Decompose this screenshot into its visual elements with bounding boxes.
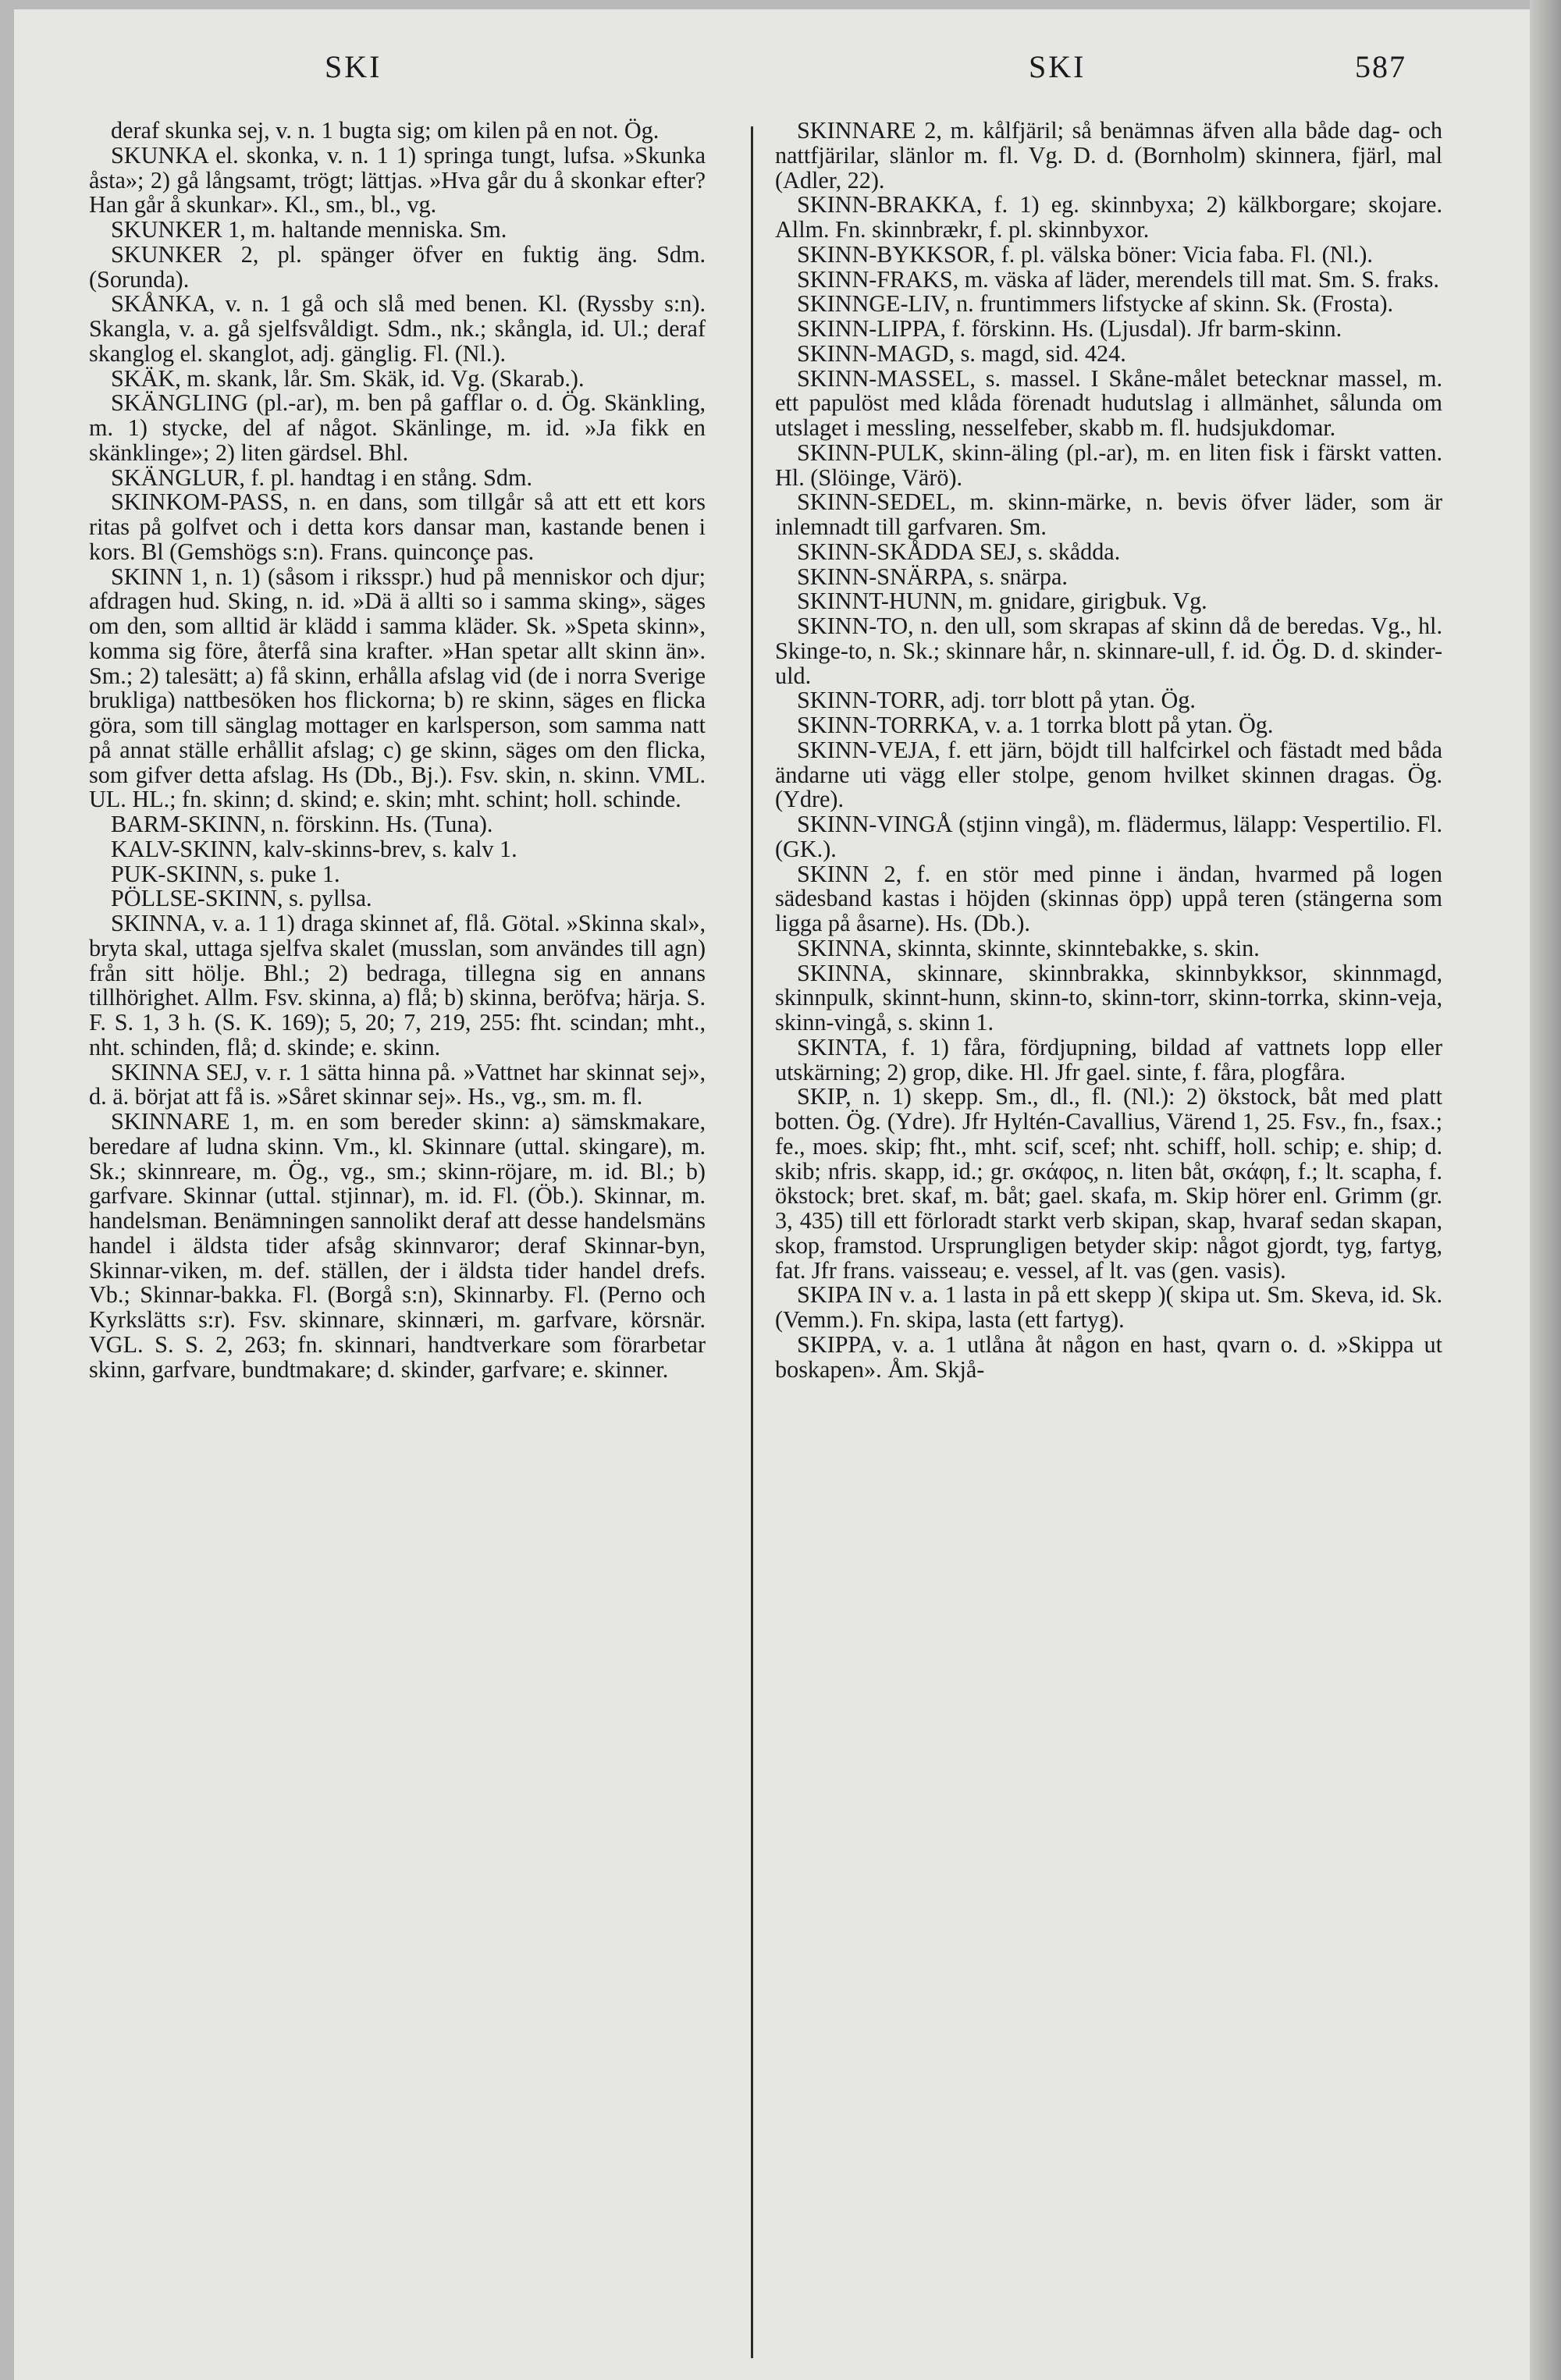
entry: BARM-SKINN, n. förskinn. Hs. (Tuna). (111, 811, 493, 837)
dictionary-page (14, 9, 1561, 2380)
entry: SKINN-SKÅDDA SEJ, s. skådda. (797, 538, 1121, 565)
entry: PUK-SKINN, s. puke 1. (111, 860, 340, 887)
right-running-head: SKI (1029, 49, 1086, 84)
left-running-head: SKI (325, 49, 382, 84)
page-number: 587 (1355, 49, 1406, 84)
entry: SKINN-MASSEL, s. massel. I Skåne-målet betecknar massel, m. ett papulöst med klåda förenadt hudutslag i allmänhet, sålunda om utslaget i messling, nesselfeber, skabb m. fl. hudsjukdomar. (775, 364, 1442, 441)
entry: SKINN-VEJA, f. ett järn, böjdt till halfcirkel och fästadt med båda ändarne uti vägg eller stolpe, genom hvilket skinnen dragas. Ög. (Ydre). (775, 736, 1442, 813)
entry: SKÄNGLING (pl.-ar), m. ben på gafflar o. d. Ög. Skänkling, m. 1) stycke, del af något. Skänlinge, m. id. »Ja fikk en skänklinge»; 2) liten gärdsel. Bhl. (89, 389, 706, 466)
entry: SKIP, n. 1) skepp. Sm., dl., fl. (Nl.): 2) ökstock, båt med platt botten. Ög. (Ydre). Jfr Hyltén-Cavallius, Värend 1, 25. Fsv., fn., fsax.; fe., moes. skip; fht., mht. scif, scef; nht. schiff, holl. schip; e. ship; d. skib; nfris. skapp, id.; gr. σκάφος, n. liten båt, σκάφη, f.; lt. scapha, f. ökstock; bret. skaf, m. båt; gael. skafa, m. Skip hörer enl. Grimm (gr. 3, 435) till ett förloradt starkt verb skipan, skap, hvaraf sedan skapan, skop, framstod. Ursprungligen betyder skip: något gjordt, tyg, fartyg, fat. Jfr frans. vaisseau; e. vessel, af lt. vas (gen. vasis). (775, 1083, 1442, 1284)
entry: SKINN-BYKKSOR, f. pl. välska böner: Vicia faba. Fl. (Nl.). (797, 240, 1373, 268)
entry: SKINN 1, n. 1) (såsom i riksspr.) hud på menniskor och djur; afdragen hud. Sking, n. id. »Dä ä allti so i samma sking», säges om den, som alltid är klädd i samma kläder. Sk. »Speta skinn», komma sig före, återfå sina krafter. »Han spetar allt skinn än». Sm.; 2) talesätt; a) få skinn, erhålla afslag vid (de i norra Sverige brukliga) nattbesöken hos flickorna; b) re skinn, säges en flicka göra, som till sänglag mottager en karlsperson, som samma natt på annat ställe erhållit afslag; c) ge skinn, säges om den flicka, som gifver detta afslag. Hs (Db., Bj.). Fsv. skin, n. skinn. VML. UL. HL.; fn. skinn; d. skind; e. skin; mht. schint; holl. schinde. (89, 563, 706, 813)
entry: SKIPPA, v. a. 1 utlåna åt någon en hast, qvarn o. d. »Skippa ut boskapen». Åm. Skjå- (775, 1330, 1442, 1383)
entry: KALV-SKINN, kalv-skinns-brev, s. kalv 1. (111, 835, 517, 862)
entry: SKINKOM-PASS, n. en dans, som tillgår så att ett ett kors ritas på golfvet och i detta kors dansar man, kastande benen i kors. Bl (Gemshögs s:n). Frans. quinconçe pas. (89, 488, 706, 565)
entry: SKINNARE 1, m. en som bereder skinn: a) sämskmakare, beredare af ludna skinn. Vm., kl. Skinnare (uttal. skingare), m. Sk.; skinnreare, m. Ög., vg., sm.; skinn-röjare, m. id. Bl.; b) garfvare. Skinnar (uttal. stjinnar), m. id. Fl. (Öb.). Skinnar, m. handelsman. Benämningen sannolikt deraf att desse handelsmäns handel i äldsta tider afsåg skinnvaror; deraf Skinnar-byn, Skinnar-viken, m. def. ställen, der i äldsta tider handel drefs. Vb.; Skinnar-bakka. Fl. (Borgå s:n), Skinnarby. Fl. (Perno och Kyrkslätts s:r). Fsv. skinnare, skinnæri, m. garfvare, körsnär. VGL. S. S. 2, 263; fn. skinnari, handtverkare som förarbetar skinn, garfvare, bundtmakare; d. skinder, garfvare; e. skinner. (89, 1108, 706, 1383)
entry: SKINNARE 2, m. kålfjäril; så benämnas äfven alla både dag- och nattfjärilar, slänlor m. fl. Vg. D. d. (Bornholm) skinnera, fjärl, mal (Adler, 22). (775, 117, 1442, 194)
entry: SKUNKA el. skonka, v. n. 1 1) springa tungt, lufsa. »Skunka åsta»; 2) gå långsamt, trögt; lättjas. »Hva går du å skonkar efter? Han går å skunkar». Kl., sm., bl., vg. (89, 141, 706, 218)
entry: SKINNGE-LIV, n. fruntimmers lifstycke af skinn. Sk. (Frosta). (797, 290, 1394, 318)
entry: SKINN-SNÄRPA, s. snärpa. (797, 563, 1068, 590)
entry: SKINNA SEJ, v. r. 1 sätta hinna på. »Vattnet har skinnat sej», d. ä. börjat att få is. »Såret skinnar sej». Hs., vg., sm. m. fl. (89, 1058, 706, 1110)
entry: SKÅNKA, v. n. 1 gå och slå med benen. Kl. (Ryssby s:n). Skangla, v. a. gå sjelfsvåldigt. Sdm., nk.; skångla, id. Ul.; deraf skanglog el. skanglot, adj. gänglig. Fl. (Nl.). (89, 290, 706, 367)
entry: SKINN-TO, n. den ull, som skrapas af skinn då de beredas. Vg., hl. Skinge-to, n. Sk.; skinnare hår, n. skinnare-ull, f. id. Ög. D. d. skinder-uld. (775, 613, 1442, 689)
entry: SKINNT-HUNN, m. gnidare, girigbuk. Vg. (797, 588, 1207, 615)
entry: SKÄNGLUR, f. pl. handtag i en stång. Sdm. (111, 464, 532, 491)
entry: SKINN-FRAKS, m. väska af läder, merendels till mat. Sm. S. fraks. (797, 265, 1439, 293)
entry: SKINN-LIPPA, f. förskinn. Hs. (Ljusdal). Jfr barm-skinn. (797, 315, 1342, 342)
entry: SKINN-MAGD, s. magd, sid. 424. (797, 339, 1126, 367)
entry: SKINNA, skinnta, skinnte, skinntebakke, s. skin. (797, 934, 1260, 961)
entry: SKUNKER 2, pl. spänger öfver en fuktig äng. Sdm. (Sorunda). (89, 240, 706, 293)
right-column (775, 119, 1442, 1382)
entry: SKUNKER 1, m. haltande menniska. Sm. (111, 216, 507, 243)
entry: SKINN-SEDEL, m. skinn-märke, n. bevis öfver läder, som är inlemnadt till garfvaren. Sm. (775, 488, 1442, 540)
entry: SKINN 2, f. en stör med pinne i ändan, hvarmed på logen sädesband kastas i höjden (skinnas öpp) uppå teren (stängerna som ligga på åsarne). Hs. (Db.). (775, 860, 1442, 936)
entry: SKINN-TORR, adj. torr blott på ytan. Ög. (797, 687, 1196, 714)
entry: SKINN-VINGÅ (stjinn vingå), m. flädermus, lälapp: Vespertilio. Fl. (GK.). (775, 811, 1442, 862)
entry: SKINNA, v. a. 1 1) draga skinnet af, flå. Götal. »Skinna skal», bryta skal, uttaga sjelfva skalet (musslan, som användes till agn) från sitt hölje. Bhl.; 2) bedraga, tillegna sig en annans tillhörighet. Allm. Fsv. skinna, a) flå; b) skinna, beröfva; härja. S. F. S. 1, 3 h. (S. K. 169); 5, 20; 7, 219, 255: fht. scindan; mht., nht. schinden, flå; d. skinde; e. skinn. (89, 910, 706, 1060)
entry: PÖLLSE-SKINN, s. pyllsa. (111, 885, 372, 912)
entry: SKINN-TORRKA, v. a. 1 torrka blott på ytan. Ög. (797, 712, 1274, 738)
entry: SKINN-BRAKKA, f. 1) eg. skinnbyxa; 2) kälkborgare; skojare. Allm. Fn. skinnbrækr, f. pl. skinnbyxor. (775, 191, 1442, 243)
entry: SKÄK, m. skank, lår. Sm. Skäk, id. Vg. (Skarab.). (111, 364, 585, 392)
page-edge-shadow (1530, 0, 1561, 2380)
entry: SKINN-PULK, skinn-äling (pl.-ar), m. en liten fisk i färskt vatten. Hl. (Slöinge, Värö). (775, 439, 1442, 491)
left-column (89, 119, 706, 1382)
entry: SKINTA, f. 1) fåra, fördjupning, bildad af vattnets lopp eller utskärning; 2) grop, dike. Hl. Jfr gael. sinte, f. fåra, plogfåra. (775, 1033, 1442, 1085)
entry: SKIPA IN v. a. 1 lasta in på ett skepp )( skipa ut. Sm. Skeva, id. Sk. (Vemm.). Fn. skipa, lasta (ett fartyg). (775, 1281, 1442, 1333)
column-divider (751, 126, 753, 2358)
entry: deraf skunka sej, v. n. 1 bugta sig; om kilen på en not. Ög. (111, 117, 660, 144)
entry: SKINNA, skinnare, skinnbrakka, skinnbykksor, skinnmagd, skinnpulk, skinnt-hunn, skinn-to, skinn-torr, skinn-torrka, skinn-veja, skinn-vingå, s. skinn 1. (775, 959, 1442, 1035)
